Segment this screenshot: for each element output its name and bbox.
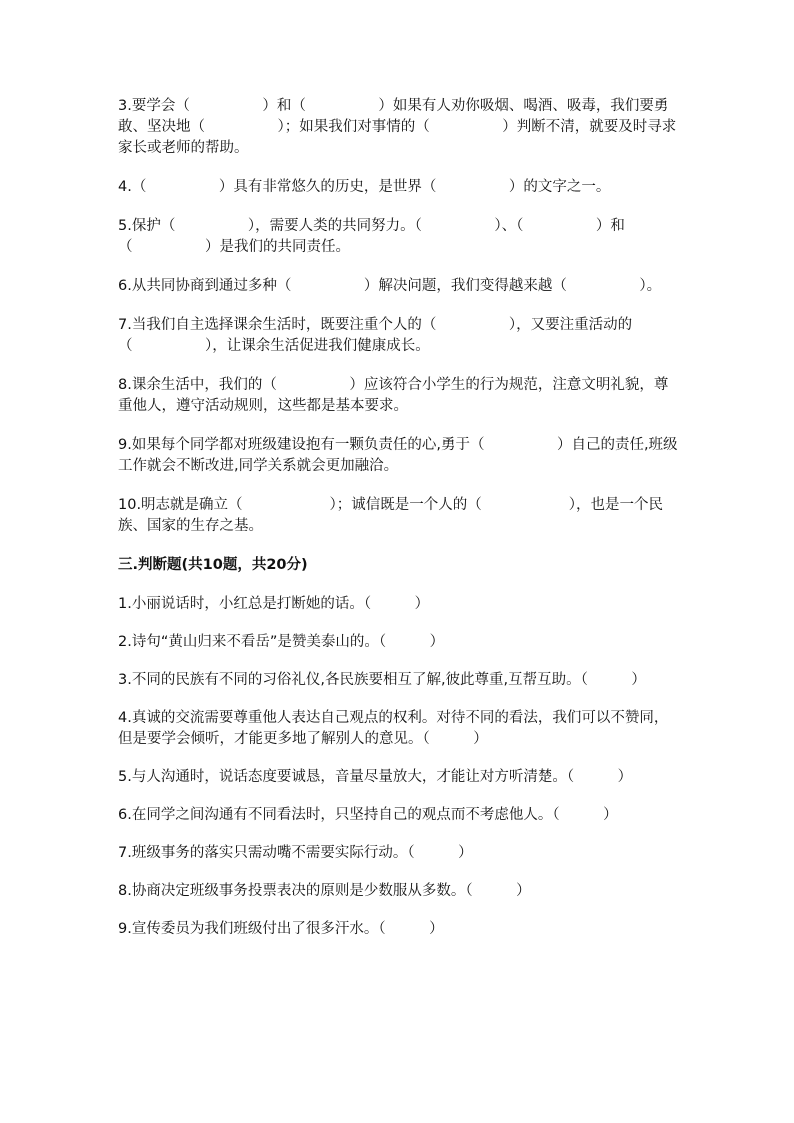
fill-blank-question-3: 3.要学会（ ）和（ ）如果有人劝你吸烟、喝酒、吸毒，我们要勇敢、坚决地（ ）；如果我们对事情的（ ）判断不清，就要及时寻求家长或老师的帮助。 <box>118 98 677 156</box>
fill-blank-question-4: 4.（ ）具有非常悠久的历史，是世界（ ）的文字之一。 <box>118 179 611 195</box>
true-false-question-6: 6.在同学之间沟通有不同看法时，只坚持自己的观点而不考虑他人。（ ） <box>118 807 618 823</box>
true-false-question-1: 1.小丽说话时，小红总是打断她的话。（ ） <box>118 596 430 612</box>
fill-blank-question-5: 5.保护（ ），需要人类的共同努力。（ ）、（ ）和（ ）是我们的共同责任。 <box>118 218 625 255</box>
true-false-question-3: 3.不同的民族有不同的习俗礼仪,各民族要相互了解,彼此尊重,互帮互助。（ ） <box>118 672 646 688</box>
fill-blank-question-10: 10.明志就是确立（ ）；诚信既是一个人的（ ），也是一个民族、国家的生存之基。 <box>118 497 664 534</box>
fill-blank-question-8: 8.课余生活中，我们的（ ）应该符合小学生的行为规范，注意文明礼貌，尊重他人，遵守活动规则，这些都是基本要求。 <box>118 377 669 414</box>
exam-page <box>118 96 678 957</box>
fill-blank-question-7: 7.当我们自主选择课余生活时，既要注重个人的（ ），又要注重活动的（ ），让课余生活促进我们健康成长。 <box>118 317 633 354</box>
true-false-question-2: 2.诗句“黄山归来不看岳”是赞美泰山的。（ ） <box>118 634 445 650</box>
true-false-question-9: 9.宣传委员为我们班级付出了很多汗水。（ ） <box>118 921 444 937</box>
true-false-question-7: 7.班级事务的落实只需动嘴不需要实际行动。（ ） <box>118 845 473 861</box>
fill-blank-question-6: 6.从共同协商到通过多种（ ）解决问题，我们变得越来越（ ）。 <box>118 278 662 294</box>
true-false-question-5: 5.与人沟通时，说话态度要诚恳，音量尽量放大，才能让对方听清楚。（ ） <box>118 769 633 785</box>
true-false-question-8: 8.协商决定班级事务投票表决的原则是少数服从多数。（ ） <box>118 883 531 899</box>
true-false-question-4: 4.真诚的交流需要尊重他人表达自己观点的权利。对待不同的看法，我们可以不赞同，但是要学会倾听，才能更多地了解别人的意见。（ ） <box>118 710 669 747</box>
section-heading-true-false: 三.判断题(共10题，共20分) <box>118 557 308 573</box>
fill-blank-question-9: 9.如果每个同学都对班级建设抱有一颗负责任的心,勇于（ ）自己的责任,班级工作就会不断改进,同学关系就会更加融洽。 <box>118 437 678 474</box>
